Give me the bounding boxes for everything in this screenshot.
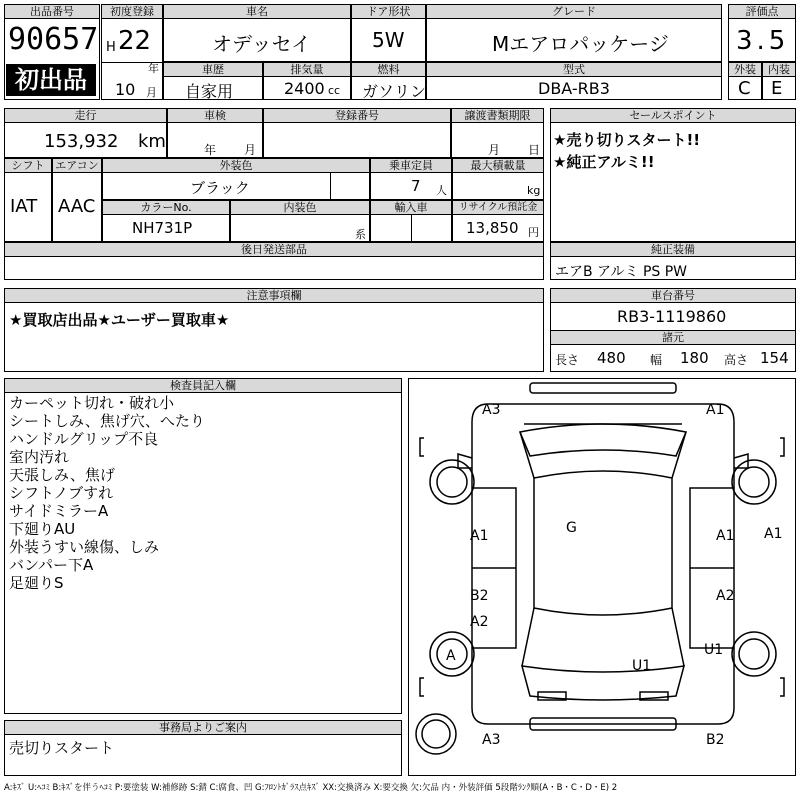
yen-unit: 円 [528,226,539,239]
displacement: 2400 [284,79,325,98]
mark-a2-right-rear: A2 [716,588,735,604]
transfer-day: 日 [528,143,541,157]
mark-a-left-rear-wheel: A [446,648,456,664]
car-name: オデッセイ [212,32,311,56]
mark-a3-rear-left: A3 [482,732,501,748]
inspector-line: バンパー下A [9,556,94,574]
grade-label: グレード [426,4,722,19]
office-label: 事務局よりご案内 [4,720,402,735]
model-label: 型式 [426,62,722,77]
inspection-month: 月 [244,143,257,157]
dims-label: 諸元 [550,330,796,345]
name-label: 車名 [163,4,351,19]
legend: A:ｷｽﾞ U:ﾍｺﾐ B:ｷｽﾞを伴うﾍｺﾐ P:要塗装 W:補修跡 S:錆 C:腐食、凹 G:ﾌﾛﾝﾄｶﾞﾗｽ点ｷｽﾞ XX:交換済み X:要交換 欠:欠品 内・外装評価 5段階ﾗﾝｸ順(A・B・C・D・E) 2 [4,783,618,793]
capacity-label: 乗車定員 [370,158,452,173]
office-text: 売切りスタート [9,739,115,757]
door-label: ドア形状 [351,4,426,19]
color-divider [330,173,331,200]
inspector-line: 足廻りS [9,574,64,592]
first-listing-badge: 初出品 [6,64,96,96]
inspector-label: 検査員記入欄 [4,378,402,393]
km-unit: km [138,131,166,152]
later-parts-label: 後日発送部品 [4,242,544,257]
capacity: 7 [411,177,421,195]
genuine-equipment: エアB アルミ PS PW [555,264,688,280]
shift: IAT [10,196,38,217]
chassis-label: 車台番号 [550,288,796,303]
windshield [520,424,686,456]
model: DBA-RB3 [538,79,610,98]
mark-g-windshield: G [566,520,577,536]
displacement-label: 排気量 [263,62,351,77]
history-label: 車歴 [163,62,263,77]
recycle: 13,850 [466,219,519,237]
kg-unit: kg [527,184,541,197]
inspector-line: 下廻りAU [9,520,76,538]
caution-label: 注意事項欄 [4,288,544,303]
reg-month: 10 [115,80,136,99]
mark-a1-front-right: A1 [706,402,725,418]
inspector-line: 外装うすい線傷、しみ [9,538,160,556]
mark-b2-rear-right: B2 [706,732,725,748]
inspector-line: 天張しみ、焦げ [9,466,115,484]
car-diagram [408,378,796,776]
int-color-unit: 系 [355,228,366,241]
transfer-month: 月 [488,143,501,157]
cc-unit: cc [328,84,341,97]
ext-label: 外装 [728,62,762,77]
ac-label: エアコン [52,158,102,173]
color-no: NH731P [132,219,193,237]
int-grade: E [771,78,783,99]
month-unit: 月 [146,86,157,99]
import-label: 輸入車 [370,200,452,215]
transfer-label: 譲渡書類期限 [451,108,544,123]
mark-a1-right-door: A1 [716,528,735,544]
lot-label: 出品番号 [4,4,100,19]
fuel-label: 燃料 [351,62,426,77]
int-color-label: 内装色 [230,200,370,215]
mileage-label: 走行 [4,108,167,123]
score: 3.5 [736,26,790,56]
sales-point-2: ★純正アルミ!! [553,153,655,171]
width-label: 幅 [650,353,663,367]
inspector-line: シートしみ、焦げ穴、へたり [9,412,205,430]
width: 180 [680,349,709,367]
caution-text: ★買取店出品★ユーザー買取車★ [9,311,230,329]
sales-point-1: ★売り切りスタート!! [553,131,701,149]
door-type: 5W [372,28,405,52]
mark-u1-right-rear: U1 [704,642,724,658]
person-unit: 人 [436,184,447,197]
genuine-label: 純正装備 [550,242,796,257]
chassis-number: RB3-1119860 [617,307,727,326]
lot-number: 90657 [8,22,99,57]
first-reg-label: 初度登録 [101,4,163,19]
fuel: ガソリン [362,82,427,101]
year-unit: 年 [148,62,159,75]
grade: Mエアロパッケージ [492,32,669,56]
history: 自家用 [185,82,234,101]
roof [534,471,672,615]
height-label: 高さ [724,353,749,367]
inspector-line: カーペット切れ・破れ小 [9,394,175,412]
int-label: 内装 [762,62,796,77]
load-label: 最大積載量 [452,158,544,173]
inspection-label: 車検 [167,108,263,123]
reg-year: 22 [118,26,152,56]
ext-grade: C [738,78,751,99]
mark-a3-front-left: A3 [482,402,501,418]
inspector-line: シフトノブすれ [9,484,114,502]
length: 480 [597,349,626,367]
front-bumper [530,383,676,393]
sales-label: セールスポイント [550,108,796,123]
mark-u1-rear: U1 [632,658,652,674]
color-label: 外装色 [102,158,370,173]
inspection-year: 年 [204,143,217,157]
mark-b2-left-rear-door: B2 [470,588,489,604]
length-label: 長さ [555,353,580,367]
color-no-label: カラーNo. [102,200,230,215]
mark-a1-left-door: A1 [470,528,489,544]
score-label: 評価点 [728,4,796,19]
shift-label: シフト [4,158,52,173]
inspector-notes [9,394,205,592]
color: ブラック [190,179,250,197]
inspector-line: サイドミラーA [9,502,109,520]
height: 154 [760,349,789,367]
import-divider [411,215,412,242]
reg-no-label: 登録番号 [263,108,451,123]
body-outline [472,404,734,724]
inspector-line: 室内汚れ [9,448,70,466]
mark-a1-right-mirror: A1 [764,526,783,542]
recycle-label: リサイクル預託金 [452,200,544,215]
mileage: 153,932 [44,131,119,152]
era: H [106,40,116,55]
inspector-line: ハンドルグリップ不良 [9,430,159,448]
mark-a2-left-rear: A2 [470,614,489,630]
ac: AAC [58,196,96,217]
rear-window [522,666,684,700]
